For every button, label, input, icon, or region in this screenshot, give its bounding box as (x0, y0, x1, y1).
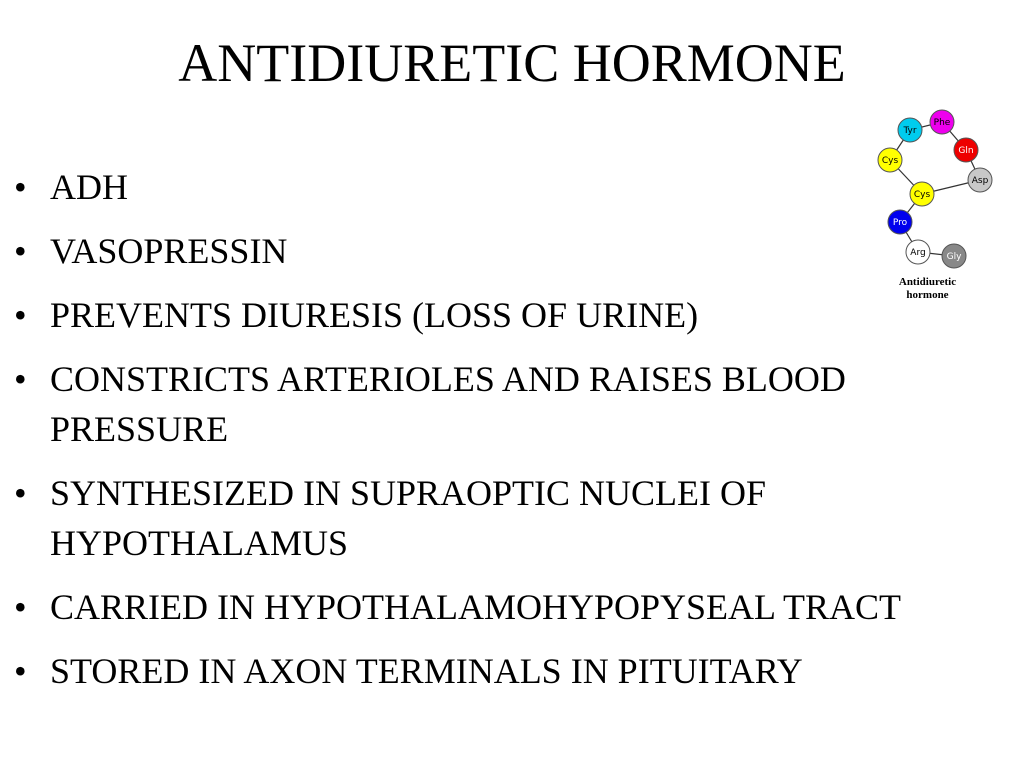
bullet-text: VASOPRESSIN (50, 231, 288, 271)
bullet-text: PREVENTS DIURESIS (LOSS OF URINE) (50, 295, 699, 335)
bullet-item (14, 646, 1014, 696)
bullet-text: CARRIED IN HYPOTHALAMOHYPOPYSEAL TRACT (50, 587, 902, 627)
residue-phe (930, 110, 954, 134)
residue-label: Cys (913, 190, 931, 200)
residue-label: Asp (971, 176, 989, 186)
bullet-text: CONSTRICTS ARTERIOLES AND RAISES BLOOD PRESSURE (50, 359, 846, 449)
residue-label: Gln (958, 146, 974, 156)
molecule-caption (870, 276, 985, 302)
bullet-item (14, 162, 1014, 212)
bullet-marker: • (14, 473, 27, 513)
bullet-item (14, 226, 1014, 276)
residue-gln (954, 138, 978, 162)
residue-tyr (898, 118, 922, 142)
residue-label: Pro (892, 218, 908, 228)
residue-label: Cys (881, 156, 899, 166)
bullet-marker: • (14, 231, 27, 271)
bullet-item (14, 290, 1014, 340)
bullet-item (14, 354, 970, 454)
molecule-caption-line1: Antidiuretic (898, 276, 957, 288)
slide-title: ANTIDIURETIC HORMONE (178, 33, 846, 93)
residue-cys-2 (910, 182, 934, 206)
residue-label: Gly (946, 252, 962, 262)
bullet-marker: • (14, 295, 27, 335)
bullet-item (14, 582, 1024, 632)
residue-nodes (878, 110, 992, 268)
molecule-caption-line2: hormone (906, 289, 949, 301)
bullet-marker: • (14, 167, 27, 207)
bullet-list (14, 162, 1014, 710)
residue-pro (888, 210, 912, 234)
bullet-marker: • (14, 651, 27, 691)
residue-asp (968, 168, 992, 192)
bullet-item (14, 468, 1024, 568)
bullet-text: STORED IN AXON TERMINALS IN PITUITARY (50, 651, 803, 691)
bullet-text: ADH (50, 167, 128, 207)
residue-label: Arg (910, 248, 926, 258)
residue-arg (906, 240, 930, 264)
residue-label: Phe (933, 118, 951, 128)
bullet-marker: • (14, 359, 27, 399)
residue-label: Tyr (903, 126, 917, 136)
residue-cys-1 (878, 148, 902, 172)
residue-gly (942, 244, 966, 268)
bullet-marker: • (14, 587, 27, 627)
molecule-svg (870, 104, 990, 279)
bullet-text: SYNTHESIZED IN SUPRAOPTIC NUCLEI OF HYPOTHALAMUS (50, 473, 767, 563)
adh-molecule-diagram (870, 104, 990, 304)
